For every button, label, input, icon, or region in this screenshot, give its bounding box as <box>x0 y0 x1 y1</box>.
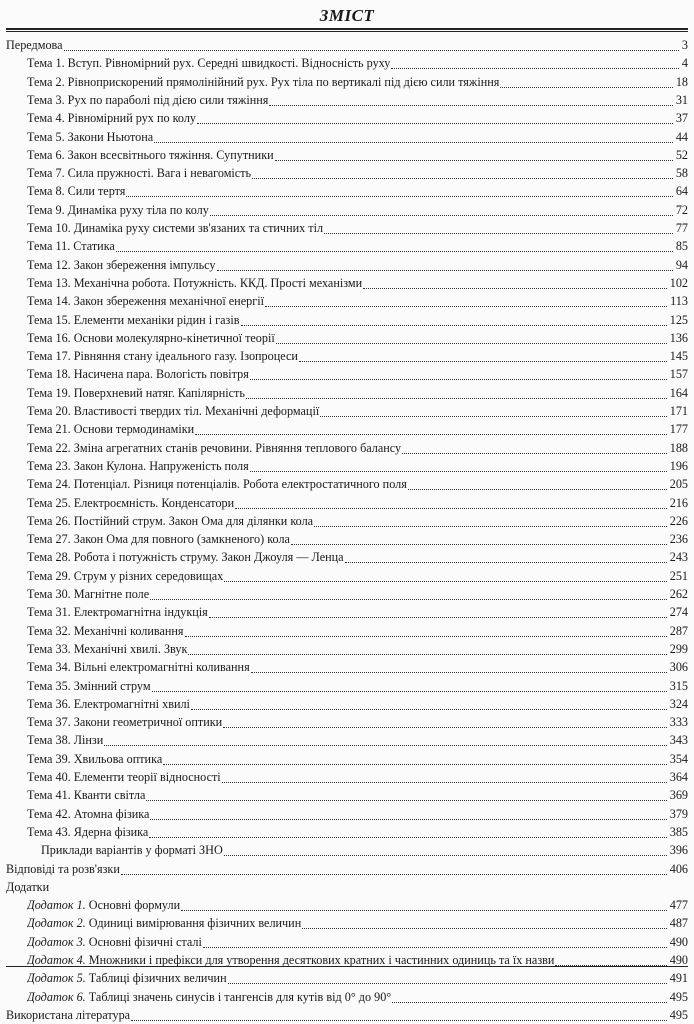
dot-leader <box>235 498 667 509</box>
page-number: 94 <box>675 257 688 272</box>
page-title: ЗМІСТ <box>319 6 375 25</box>
page-number: 3 <box>681 38 688 52</box>
toc-entry-title: Тема 38. Лінзи <box>27 733 104 748</box>
toc-entry-title: Тема 13. Механічна робота. Потужність. ККД. Прості механізми <box>27 275 363 290</box>
page-number: 236 <box>669 532 688 547</box>
toc-entry-label <box>6 1006 130 1024</box>
page-number: 136 <box>669 330 688 345</box>
toc-entry-title: Тема 8. Сили тертя <box>27 184 126 199</box>
page-number: 343 <box>669 733 688 748</box>
toc-entry-label <box>27 219 323 237</box>
page-number: 333 <box>669 715 688 730</box>
toc-entry <box>27 677 688 695</box>
toc-entry-title: Тема 34. Вільні електромагнітні коливання <box>27 660 250 675</box>
toc-entry-label <box>27 274 362 292</box>
toc-entry-title: Таблиці фізичних величин <box>85 971 227 986</box>
toc-entry-label <box>27 713 222 731</box>
toc-entry <box>27 182 688 200</box>
toc-entry-title: Тема 42. Атомна фізика <box>27 806 150 821</box>
toc-entry-label <box>27 91 268 109</box>
toc-entry <box>27 914 688 932</box>
page-number: 37 <box>675 111 688 126</box>
toc-entry-title: Основні формули <box>85 898 181 913</box>
dot-leader <box>320 406 666 417</box>
toc-entry-title: Тема 40. Елементи теорії відносності <box>27 770 221 784</box>
page-number: 251 <box>669 568 688 583</box>
dot-leader <box>302 918 666 929</box>
dot-leader <box>251 662 667 673</box>
page-number: 31 <box>675 92 688 107</box>
dot-leader <box>150 589 667 600</box>
toc-entry <box>27 420 688 438</box>
dot-leader <box>250 461 667 472</box>
page-number: 102 <box>669 275 688 290</box>
page-number: 306 <box>669 660 688 675</box>
toc-entry <box>27 128 688 146</box>
page-number: 477 <box>669 898 688 913</box>
dot-leader <box>64 40 679 51</box>
toc-entry <box>27 731 688 749</box>
toc-entry <box>27 585 688 603</box>
dot-leader <box>291 534 667 545</box>
page-number: 64 <box>675 184 688 199</box>
toc-entry-label <box>27 603 208 621</box>
toc-entry-title: Тема 20. Властивості твердих тіл. Механічні деформації <box>27 404 320 418</box>
page-number: 18 <box>675 74 688 89</box>
page-number: 196 <box>669 458 688 473</box>
toc-entry <box>27 292 688 310</box>
dot-leader <box>408 479 667 490</box>
toc-entry-label <box>27 969 227 987</box>
toc-entry-label <box>27 329 275 347</box>
toc-entry-title: Тема 14. Закон збереження механічної енергії <box>27 294 264 309</box>
dot-leader <box>223 717 667 728</box>
toc-entry <box>27 622 688 640</box>
toc-entry-title: Тема 32. Механічні коливання <box>27 623 184 638</box>
toc-entry-label <box>27 146 274 164</box>
toc-entry-label <box>27 768 221 786</box>
toc-entry-label <box>27 237 115 255</box>
page-number: 188 <box>669 440 688 455</box>
page-number: 145 <box>669 349 688 364</box>
toc-entry <box>27 109 688 127</box>
toc-entry-label <box>27 201 209 219</box>
toc-entry-label <box>41 841 223 859</box>
dot-leader <box>314 516 667 527</box>
toc-entry-label <box>27 640 187 658</box>
toc-entry-title: Приклади варіантів у форматі ЗНО <box>41 843 223 858</box>
toc-entry <box>27 439 688 457</box>
dot-leader <box>391 58 679 69</box>
toc-entry-label <box>27 164 251 182</box>
toc-entry-title: Тема 19. Поверхневий натяг. Капілярність <box>27 385 245 400</box>
page-number: 4 <box>681 56 688 71</box>
toc-entry <box>27 91 688 109</box>
dot-leader <box>191 699 667 710</box>
dot-leader <box>269 95 672 106</box>
dot-leader <box>224 845 667 856</box>
dot-leader <box>146 790 666 801</box>
toc-entry-title: Тема 43. Ядерна фізика <box>27 824 149 839</box>
appendix-number: Додаток 2. <box>27 916 86 931</box>
toc-entry <box>27 768 688 786</box>
page-number: 44 <box>675 129 688 144</box>
page-number: 495 <box>669 989 688 1004</box>
page-number: 177 <box>669 422 688 437</box>
toc-entry-label <box>27 402 319 420</box>
toc-entry <box>27 695 688 713</box>
page-number: 52 <box>675 147 688 162</box>
toc-entry-title: Таблиці значень синусів і тангенсів для кутів від 0° до 90° <box>85 989 392 1004</box>
top-rule-thin <box>6 31 688 32</box>
toc-entry <box>27 896 688 914</box>
dot-leader <box>324 223 673 234</box>
toc-entry-title: Тема 27. Закон Ома для повного (замкненого) кола <box>27 532 290 547</box>
page-number: 216 <box>669 495 688 510</box>
toc-entry <box>27 164 688 182</box>
toc-entry-label <box>27 439 401 457</box>
toc-entry-title: Тема 6. Закон всесвітнього тяжіння. Супутники <box>27 147 274 162</box>
toc-entry-title: Передмова <box>6 38 63 52</box>
toc-entry-label <box>27 731 103 749</box>
toc-entry <box>27 823 688 841</box>
dot-leader <box>154 132 673 143</box>
page-number: 315 <box>669 678 688 693</box>
toc-entry-label <box>27 914 301 932</box>
toc-entry-label <box>27 786 145 804</box>
toc-entry <box>27 347 688 365</box>
toc-entry-label <box>27 311 240 329</box>
toc-entry <box>27 494 688 512</box>
dot-leader <box>299 351 667 362</box>
toc-entry <box>27 658 688 676</box>
toc-entry-title: Тема 2. Рівноприскорений прямолінійний рух. Рух тіла по вертикалі під дією сили тяжіння <box>27 74 500 89</box>
toc-entry <box>27 530 688 548</box>
toc-entry-label <box>27 73 499 91</box>
appendix-number: Додаток 4. <box>27 953 86 967</box>
dot-leader <box>210 205 673 216</box>
toc-entry <box>27 713 688 731</box>
toc-entry-title: Додатки <box>6 879 50 894</box>
toc-entry <box>27 384 688 402</box>
page-number: 287 <box>669 623 688 638</box>
toc-entry <box>6 1006 688 1024</box>
toc-entry <box>27 786 688 804</box>
dot-leader <box>209 607 667 618</box>
toc-entry-title: Тема 12. Закон збереження імпульсу <box>27 257 216 272</box>
dot-leader <box>250 369 667 380</box>
toc-entry-title: Тема 18. Насичена пара. Вологість повітря <box>27 367 249 382</box>
toc-entry-title: Тема 7. Сила пружності. Вага і невагомість <box>27 166 252 181</box>
dot-leader <box>363 278 667 289</box>
toc-entry-label <box>27 347 298 365</box>
toc-entry <box>6 860 688 878</box>
appendix-number: Додаток 1. <box>27 898 86 913</box>
toc-entry <box>27 988 688 1006</box>
toc-entry-title: Відповіді та розв'язки <box>6 861 120 876</box>
toc-entry-label <box>6 878 49 896</box>
toc-entry <box>27 548 688 566</box>
toc-entry-label <box>27 512 313 530</box>
toc-entry-label <box>27 896 180 914</box>
page-number: 406 <box>669 861 688 876</box>
page-number: 487 <box>669 916 688 931</box>
toc-entry-label <box>27 182 125 200</box>
dot-leader <box>222 772 667 783</box>
page-number: 299 <box>669 641 688 656</box>
page-number: 85 <box>675 239 688 254</box>
toc-entry-label <box>6 36 63 54</box>
page-number: 171 <box>669 404 688 418</box>
toc-entry <box>41 841 688 859</box>
toc-entry <box>27 475 688 493</box>
toc-entry-title: Тема 36. Електромагнітні хвилі <box>27 696 190 711</box>
toc-entry-label <box>27 567 223 585</box>
dot-leader <box>345 552 667 563</box>
toc-entry-label <box>27 494 234 512</box>
page-number: 385 <box>669 824 688 839</box>
dot-leader <box>555 955 666 966</box>
toc-entry <box>27 311 688 329</box>
toc-entry <box>27 54 688 72</box>
page-number: 495 <box>669 1007 688 1022</box>
toc-entry <box>27 805 688 823</box>
toc-entry-label <box>27 695 190 713</box>
page-number: 364 <box>669 770 688 784</box>
page-number: 324 <box>669 696 688 711</box>
toc-entry <box>27 640 688 658</box>
toc-entry-label <box>27 292 264 310</box>
toc-entry-title: Тема 21. Основи термодинаміки <box>27 422 195 437</box>
toc-entry-label <box>27 256 216 274</box>
toc-entry <box>27 969 688 987</box>
dot-leader <box>163 754 666 765</box>
page-number: 205 <box>669 477 688 492</box>
dot-leader <box>104 735 666 746</box>
bottom-rule <box>6 966 688 967</box>
page-number: 490 <box>669 953 688 967</box>
top-rule <box>6 28 688 30</box>
dot-leader <box>500 77 672 88</box>
page-number: 274 <box>669 605 688 620</box>
appendix-number: Додаток 6. <box>27 989 86 1004</box>
toc-entry <box>6 36 688 54</box>
toc-entry-title: Тема 33. Механічні хвилі. Звук <box>27 641 188 656</box>
toc-entry <box>27 603 688 621</box>
toc-entry-title: Тема 11. Статика <box>27 239 115 254</box>
toc-entry-label <box>27 475 407 493</box>
toc-entry-title: Тема 9. Динаміка руху тіла по колу <box>27 202 209 217</box>
toc-entry-title: Тема 10. Динаміка руху системи зв'язаних та стичних тіл <box>27 221 324 235</box>
toc-entry <box>27 402 688 420</box>
dot-leader <box>246 388 667 399</box>
dot-leader <box>150 809 666 820</box>
page-number: 490 <box>669 934 688 949</box>
toc-entry <box>27 237 688 255</box>
toc-entry <box>27 365 688 383</box>
page-number: 58 <box>675 166 688 181</box>
dot-leader <box>188 644 666 655</box>
dot-leader <box>276 333 667 344</box>
toc-entry-label <box>27 420 194 438</box>
toc-entry <box>27 329 688 347</box>
dot-leader <box>402 443 667 454</box>
page-number: 491 <box>669 971 688 986</box>
toc-entry-title: Використана література <box>6 1007 131 1022</box>
toc-entry-title: Тема 31. Електромагнітна індукція <box>27 605 208 620</box>
dot-leader <box>275 150 673 161</box>
toc-entry <box>27 73 688 91</box>
toc-entry-label <box>27 109 196 127</box>
toc-entry-label <box>27 365 249 383</box>
page-number: 77 <box>675 221 688 235</box>
toc-entry-title: Тема 26. Постійний струм. Закон Ома для ділянки кола <box>27 513 314 528</box>
page-number: 72 <box>675 202 688 217</box>
page-number: 369 <box>669 788 688 803</box>
page-number: 354 <box>669 751 688 766</box>
toc-entry-title: Тема 37. Закони геометричної оптики <box>27 715 223 730</box>
page-number: 396 <box>669 843 688 858</box>
toc-entry-title: Тема 3. Рух по параболі під дією сили тяжіння <box>27 92 269 107</box>
appendix-number: Додаток 5. <box>27 971 86 986</box>
page-number: 379 <box>669 806 688 821</box>
dot-leader <box>224 571 667 582</box>
appendix-number: Додаток 3. <box>27 934 86 949</box>
page-number: 262 <box>669 587 688 601</box>
toc-entry-label <box>27 128 153 146</box>
page-number: 226 <box>669 513 688 528</box>
toc-entry <box>27 512 688 530</box>
toc-entry-title: Тема 30. Магнітне поле <box>27 587 150 601</box>
toc-entry-label <box>27 384 245 402</box>
toc-entry-label <box>27 658 250 676</box>
page-number: 164 <box>669 385 688 400</box>
toc-entry-title: Тема 17. Рівняння стану ідеального газу. Ізопроцеси <box>27 349 298 364</box>
page-number: 125 <box>669 312 688 327</box>
toc-entry <box>27 567 688 585</box>
toc-entry-title: Тема 5. Закони Ньютона <box>27 129 154 144</box>
toc-entry-title: Тема 24. Потенціал. Різниця потенціалів. Робота електростатичного поля <box>27 477 407 492</box>
toc-entry-label <box>27 585 149 603</box>
toc-entry-title: Множники і префікси для утворення десяткових кратних і частинних одиниць та їх назви <box>85 953 555 967</box>
toc-entry-title: Тема 25. Електроємність. Конденсатори <box>27 495 235 510</box>
toc-entry <box>27 201 688 219</box>
dot-leader <box>241 315 667 326</box>
toc-entry-label <box>27 548 344 566</box>
toc-entry <box>6 878 688 896</box>
toc-entry-label <box>27 750 162 768</box>
toc-entry-title: Тема 41. Кванти світла <box>27 788 146 803</box>
toc-entry-label <box>27 933 202 951</box>
toc-entry <box>27 256 688 274</box>
toc-entry-title: Тема 23. Закон Кулона. Напруженість поля <box>27 458 249 473</box>
dot-leader <box>181 900 667 911</box>
dot-leader <box>195 424 667 435</box>
toc-entry <box>27 146 688 164</box>
toc-entry-title: Тема 16. Основи молекулярно-кінетичної теорії <box>27 330 275 345</box>
toc-entry-title: Одиниці вимірювання фізичних величин <box>85 916 302 931</box>
toc-entry-label <box>27 805 149 823</box>
toc-entry-label <box>27 457 249 475</box>
toc-entry-label <box>27 54 390 72</box>
toc-entry-title: Тема 22. Зміна агрегатних станів речовини. Рівняння теплового балансу <box>27 440 402 455</box>
dot-leader <box>228 973 667 984</box>
toc-entry-title: Тема 28. Робота і потужність струму. Закон Джоуля — Ленца <box>27 550 344 565</box>
toc-entry-label <box>27 677 151 695</box>
dot-leader <box>131 1010 667 1021</box>
dot-leader <box>185 626 667 637</box>
dot-leader <box>203 937 667 948</box>
dot-leader <box>217 260 673 271</box>
toc-entry-label <box>27 988 391 1006</box>
toc-entry-title: Тема 1. Вступ. Рівномірний рух. Середні швидкості. Відносність руху <box>27 56 391 71</box>
dot-leader <box>126 186 672 197</box>
toc-entry-label <box>27 622 184 640</box>
dot-leader <box>265 296 667 307</box>
toc-entry-label <box>6 860 120 878</box>
toc-entry <box>27 933 688 951</box>
toc-entry-title: Тема 15. Елементи механіки рідин і газів <box>27 312 240 327</box>
toc-entry-title: Тема 4. Рівномірний рух по колу <box>27 111 197 126</box>
toc-entry-label <box>27 530 290 548</box>
toc-entry <box>27 457 688 475</box>
dot-leader <box>392 992 667 1003</box>
page-number: 243 <box>669 550 688 565</box>
toc-entry-title: Основні фізичні сталі <box>85 934 202 949</box>
toc-entry-title: Тема 29. Струм у різних середовищах <box>27 568 224 583</box>
dot-leader <box>121 864 667 875</box>
toc-entry <box>27 274 688 292</box>
page-number: 113 <box>670 294 688 309</box>
toc-entry-title: Тема 39. Хвильова оптика <box>27 751 163 766</box>
toc-entry-label <box>27 823 148 841</box>
dot-leader <box>149 827 666 838</box>
toc-entry <box>27 219 688 237</box>
dot-leader <box>252 168 673 179</box>
toc-entry <box>27 750 688 768</box>
page-number: 157 <box>669 367 688 382</box>
dot-leader <box>116 241 673 252</box>
toc-entry-title: Тема 35. Змінний струм <box>27 678 151 693</box>
dot-leader <box>197 113 673 124</box>
dot-leader <box>152 681 667 692</box>
